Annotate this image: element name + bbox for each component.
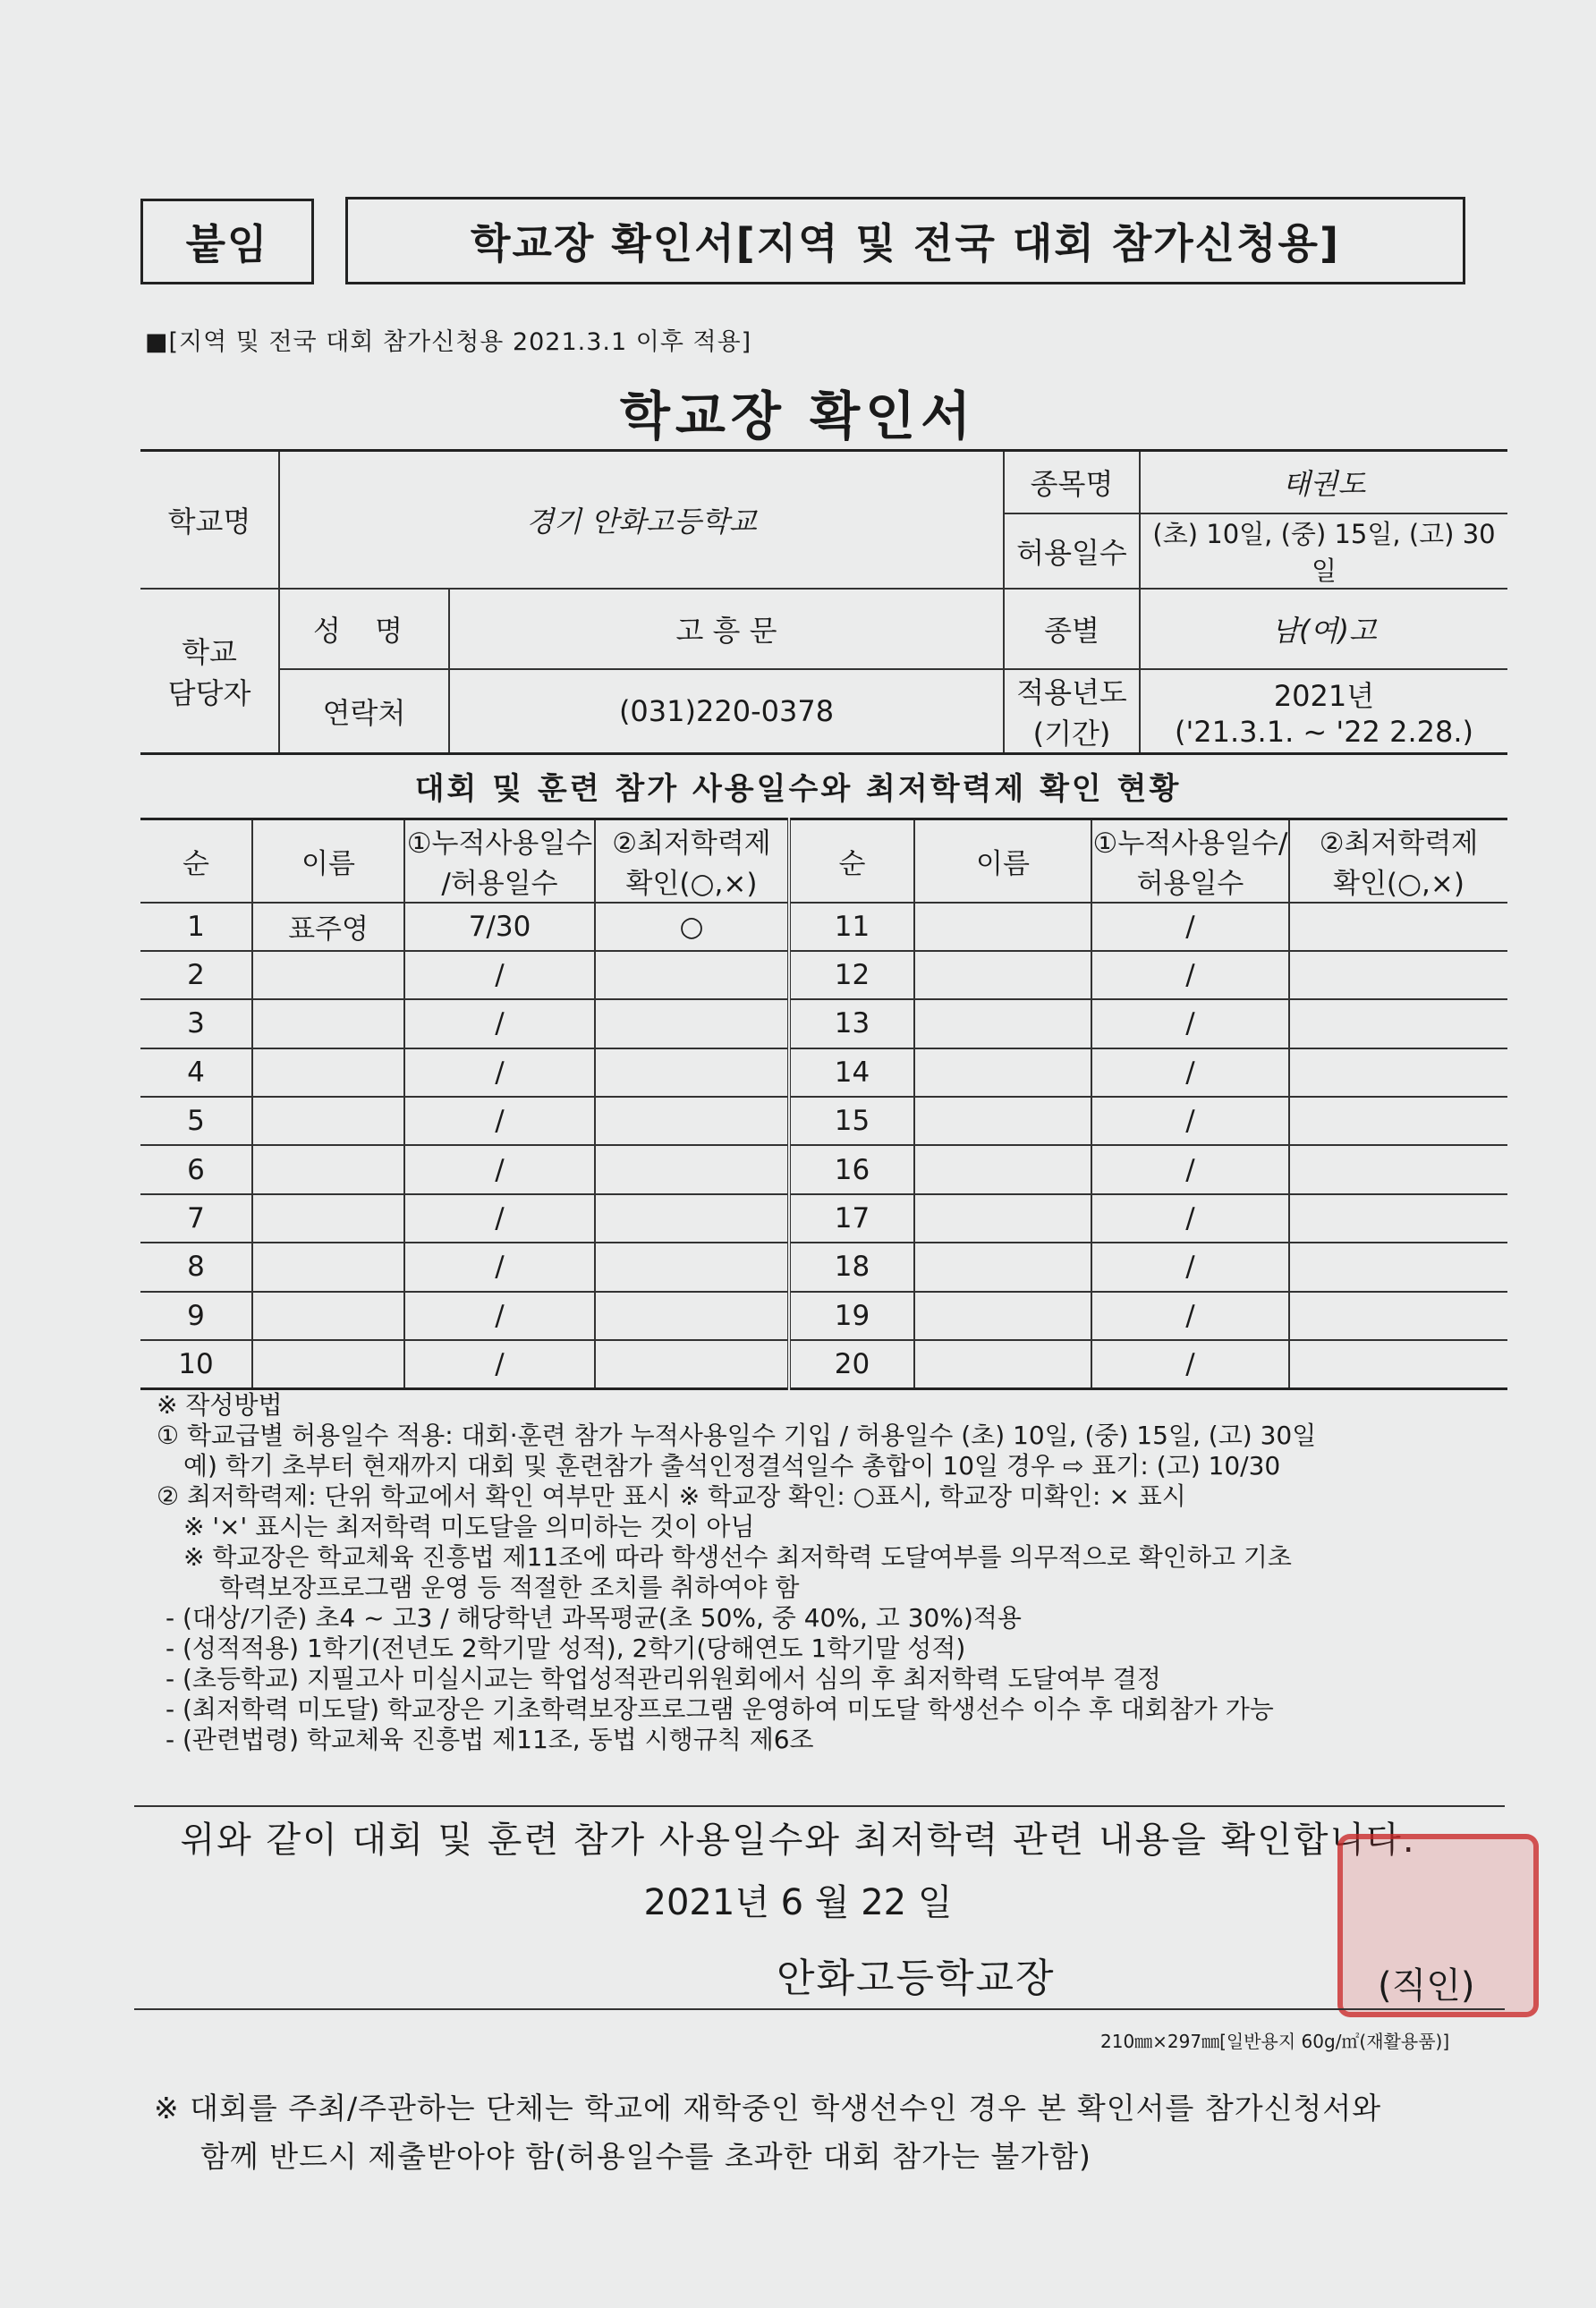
row-check — [595, 951, 789, 999]
header-name: 이름 — [252, 819, 404, 903]
name-value: 고 흥 문 — [449, 589, 1004, 669]
header-check-line1: ②최저학력제 — [612, 827, 771, 861]
sport-label: 종목명 — [1004, 451, 1140, 513]
row-check-2 — [1289, 1145, 1507, 1193]
applicability-notice: ■[지역 및 전국 대회 참가신청용 2021.3.1 이후 적용] — [145, 328, 752, 356]
row-no-2: 19 — [789, 1292, 914, 1340]
instruction-line: - (최저학력 미도달) 학교장은 기초학력보장프로그램 운영하여 미도달 학생선수 이수 후 대회참가 가능 — [166, 1694, 1274, 1724]
row-name — [252, 1340, 404, 1388]
row-check: ○ — [595, 903, 789, 951]
year-label-line1: 적용년도 — [1016, 675, 1127, 709]
footer-line-2: 함께 반드시 제출받아야 함(허용일수를 초과한 대회 참가는 불가함) — [200, 2139, 1091, 2174]
row-name-2 — [914, 951, 1091, 999]
row-days: / — [404, 1340, 595, 1388]
row-days-2: / — [1091, 1243, 1289, 1291]
row-days-2: / — [1091, 1194, 1289, 1243]
row-name-2 — [914, 1048, 1091, 1097]
row-name-2 — [914, 1097, 1091, 1145]
row-check — [595, 1145, 789, 1193]
header-days — [404, 819, 595, 903]
instruction-line: ② 최저학력제: 단위 학교에서 확인 여부만 표시 ※ 학교장 확인: ○표시, 학교장 미확인: × 표시 — [157, 1481, 1186, 1511]
header-days2-line1: ①누적사용일수/ — [1092, 827, 1288, 861]
instruction-line: - (초등학교) 지필고사 미실시교는 학업성적관리위원회에서 심의 후 최저학력 도달여부 결정 — [166, 1664, 1161, 1693]
row-days-2: / — [1091, 1340, 1289, 1388]
allowed-days-label: 허용일수 — [1004, 513, 1140, 589]
row-no: 8 — [140, 1243, 252, 1291]
row-check-2 — [1289, 1194, 1507, 1243]
header-check2-line2: 확인(○,×) — [1333, 868, 1464, 901]
manager-label-line2: 담당자 — [167, 675, 251, 710]
row-no: 6 — [140, 1145, 252, 1193]
contact-label: 연락처 — [279, 669, 449, 754]
row-name-2 — [914, 1243, 1091, 1291]
row-check — [595, 999, 789, 1048]
row-name — [252, 1145, 404, 1193]
table-row — [140, 1292, 1507, 1340]
instruction-line: - (관련법령) 학교체육 진흥법 제11조, 동법 시행규칙 제6조 — [166, 1725, 814, 1754]
row-days: / — [404, 1097, 595, 1145]
row-no-2: 13 — [789, 999, 914, 1048]
row-check-2 — [1289, 1340, 1507, 1388]
header-no: 순 — [140, 819, 252, 903]
row-no: 2 — [140, 951, 252, 999]
row-check-2 — [1289, 1097, 1507, 1145]
gender-value: 남(여)고 — [1140, 589, 1507, 669]
header-check-2 — [1289, 819, 1507, 903]
footer-line-1: ※ 대회를 주최/주관하는 단체는 학교에 재학중인 학생선수인 경우 본 확인서를 참가신청서와 — [154, 2091, 1382, 2126]
row-check-2 — [1289, 999, 1507, 1048]
row-days-2: / — [1091, 999, 1289, 1048]
row-days: 7/30 — [404, 903, 595, 951]
row-no-2: 15 — [789, 1097, 914, 1145]
instruction-line: 학력보장프로그램 운영 등 적절한 조치를 취하여야 함 — [219, 1573, 800, 1602]
header-no-2: 순 — [789, 819, 914, 903]
contact-value: (031)220-0378 — [449, 669, 1004, 754]
header-check — [595, 819, 789, 903]
participation-table — [140, 818, 1507, 1390]
row-check — [595, 1194, 789, 1243]
table-row — [140, 1145, 1507, 1193]
row-days-2: / — [1091, 1145, 1289, 1193]
year-label-line2: (기간) — [1032, 716, 1111, 751]
row-check-2 — [1289, 903, 1507, 951]
table-row — [140, 1194, 1507, 1243]
row-no: 3 — [140, 999, 252, 1048]
row-name-2 — [914, 903, 1091, 951]
signer-title: 안화고등학교장 — [777, 1956, 1056, 2001]
row-days: / — [404, 999, 595, 1048]
row-name — [252, 1243, 404, 1291]
row-check — [595, 1097, 789, 1145]
table-row — [140, 1097, 1507, 1145]
row-name — [252, 1097, 404, 1145]
table-row — [140, 1340, 1507, 1388]
instruction-line: ※ 학교장은 학교체육 진흥법 제11조에 따라 학생선수 최저학력 도달여부를 의무적으로 확인하고 기초 — [183, 1542, 1292, 1572]
sport-value: 태권도 — [1140, 451, 1507, 513]
row-days: / — [404, 1292, 595, 1340]
row-days: / — [404, 1145, 595, 1193]
manager-label-line1: 학교 — [182, 634, 237, 669]
year-label — [1004, 669, 1140, 754]
instruction-line: 예) 학기 초부터 현재까지 대회 및 훈련참가 출석인정결석일수 총합이 10일 경우 ⇨ 표기: (고) 10/30 — [183, 1451, 1281, 1481]
row-check — [595, 1340, 789, 1388]
year-value-line1: 2021년 — [1273, 678, 1375, 713]
instruction-line: ① 학교급별 허용일수 적용: 대회·훈련 참가 누적사용일수 기입 / 허용일수 (초) 10일, (중) 15일, (고) 30일 — [157, 1421, 1317, 1450]
school-name-value: 경기 안화고등학교 — [279, 451, 1004, 589]
attachment-tag — [140, 199, 314, 284]
confirmation-statement: 위와 같이 대회 및 훈련 참가 사용일수와 최저학력 관련 내용을 확인합니다. — [180, 1820, 1416, 1861]
row-name-2 — [914, 1340, 1091, 1388]
footer-note — [154, 2084, 1381, 2181]
status-title: 대회 및 훈련 참가 사용일수와 최저학력제 확인 현황 — [414, 771, 1182, 807]
row-no: 5 — [140, 1097, 252, 1145]
page-title: 학교장 확인서 — [619, 386, 977, 446]
row-days: / — [404, 1048, 595, 1097]
instruction-line: - (성적적용) 1학기(전년도 2학기말 성적), 2학기(당해연도 1학기말 성적) — [166, 1633, 966, 1663]
header-check-line2: 확인(○,×) — [625, 868, 758, 901]
row-name — [252, 951, 404, 999]
row-name — [252, 1292, 404, 1340]
instructions — [157, 1390, 1316, 1755]
header-days-line2: /허용일수 — [441, 868, 558, 901]
table-row — [140, 903, 1507, 951]
row-name — [252, 1194, 404, 1243]
year-value-line2: ('21.3.1. ~ '22 2.28.) — [1175, 714, 1473, 749]
table-row — [140, 1048, 1507, 1097]
row-days: / — [404, 951, 595, 999]
header-days-2 — [1091, 819, 1289, 903]
row-days-2: / — [1091, 903, 1289, 951]
year-value — [1140, 669, 1507, 754]
table-row — [140, 1243, 1507, 1291]
instruction-line: ※ '×' 표시는 최저학력 미도달을 의미하는 것이 아님 — [183, 1512, 755, 1541]
row-days-2: / — [1091, 1292, 1289, 1340]
issue-date: 2021년 6 월 22 일 — [643, 1882, 953, 1923]
row-check-2 — [1289, 1048, 1507, 1097]
row-no-2: 17 — [789, 1194, 914, 1243]
row-days: / — [404, 1243, 595, 1291]
row-check — [595, 1292, 789, 1340]
document-title: 학교장 확인서[지역 및 전국 대회 참가신청용] — [471, 219, 1340, 267]
header-days-line1: ①누적사용일수 — [406, 827, 593, 861]
row-no: 1 — [140, 903, 252, 951]
row-days-2: / — [1091, 951, 1289, 999]
header-check2-line1: ②최저학력제 — [1319, 827, 1479, 861]
divider — [134, 1805, 1505, 1807]
school-info-table — [140, 449, 1507, 755]
row-check — [595, 1048, 789, 1097]
row-name-2 — [914, 1194, 1091, 1243]
row-no: 7 — [140, 1194, 252, 1243]
row-name-2 — [914, 999, 1091, 1048]
header-days2-line2: 허용일수 — [1136, 868, 1244, 901]
row-no-2: 18 — [789, 1243, 914, 1291]
row-no: 10 — [140, 1340, 252, 1388]
school-name-label: 학교명 — [140, 451, 279, 589]
manager-label — [140, 589, 279, 754]
row-no-2: 12 — [789, 951, 914, 999]
row-name — [252, 1048, 404, 1097]
row-no: 4 — [140, 1048, 252, 1097]
name-label: 성 명 — [279, 589, 449, 669]
row-no-2: 20 — [789, 1340, 914, 1388]
row-no-2: 11 — [789, 903, 914, 951]
seal-label: (직인) — [1378, 1965, 1475, 2007]
row-no-2: 14 — [789, 1048, 914, 1097]
row-no: 9 — [140, 1292, 252, 1340]
row-name-2 — [914, 1292, 1091, 1340]
row-no-2: 16 — [789, 1145, 914, 1193]
row-check-2 — [1289, 1243, 1507, 1291]
paper-spec: 210㎜×297㎜[일반용지 60g/㎡(재활용품)] — [1100, 2031, 1450, 2052]
bottom-divider — [134, 2008, 1505, 2010]
table-row — [140, 951, 1507, 999]
gender-label: 종별 — [1004, 589, 1140, 669]
instruction-line: - (대상/기준) 초4 ~ 고3 / 해당학년 과목평균(초 50%, 중 40%, 고 30%)적용 — [166, 1603, 1022, 1633]
row-days-2: / — [1091, 1048, 1289, 1097]
row-name: 표주영 — [252, 903, 404, 951]
row-name — [252, 999, 404, 1048]
row-check — [595, 1243, 789, 1291]
row-check-2 — [1289, 1292, 1507, 1340]
row-name-2 — [914, 1145, 1091, 1193]
instruction-line: ※ 작성방법 — [157, 1390, 283, 1420]
allowed-days-value: (초) 10일, (중) 15일, (고) 30일 — [1140, 513, 1507, 589]
table-row — [140, 999, 1507, 1048]
attachment-tag-label: 붙임 — [185, 220, 269, 268]
row-days-2: / — [1091, 1097, 1289, 1145]
document-title-box — [345, 197, 1465, 284]
row-check-2 — [1289, 951, 1507, 999]
header-name-2: 이름 — [914, 819, 1091, 903]
row-days: / — [404, 1194, 595, 1243]
